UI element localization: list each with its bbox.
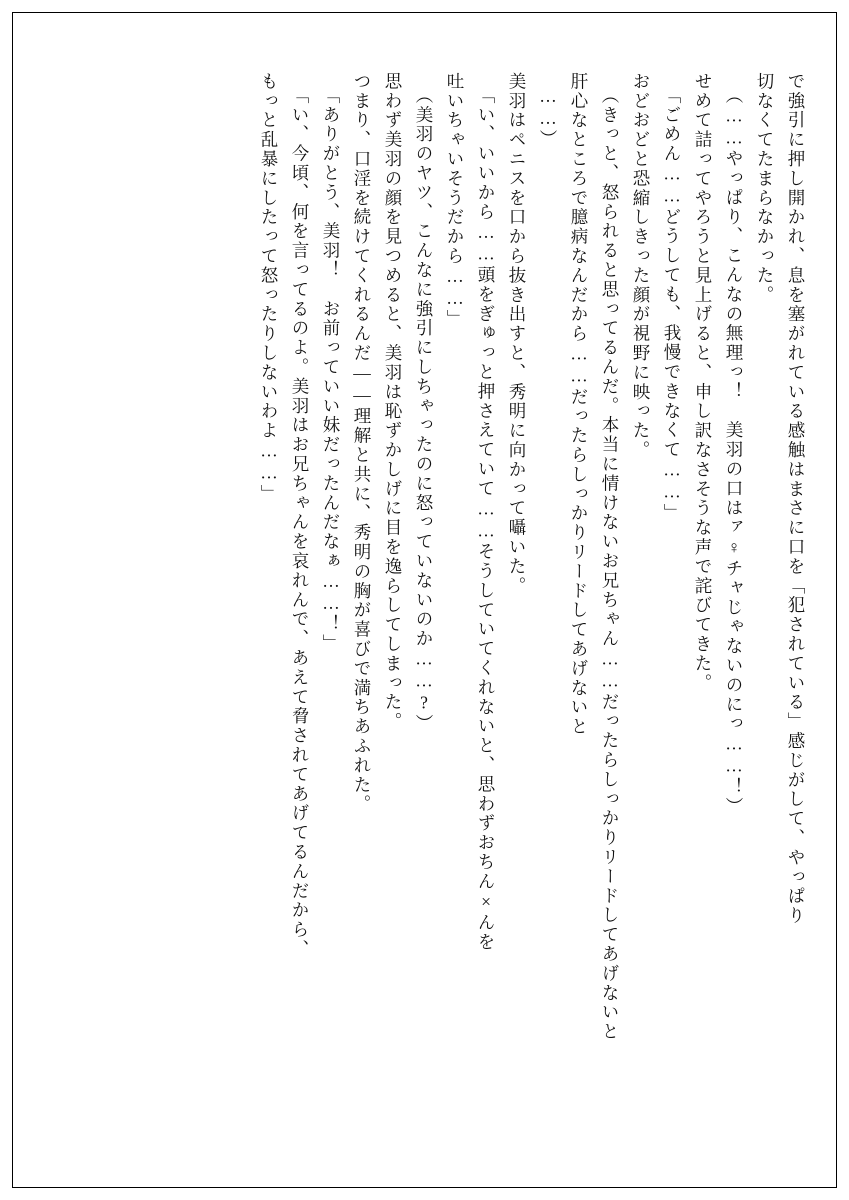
text-column: おどおどと恐縮しきった顔が視野に映った。: [631, 72, 651, 460]
text-column: せめて詰ってやろうと見上げると、申し訳なさそうな声で詫びてきた。: [693, 72, 713, 693]
text-column: 「ごめん……どうしても、我慢できなくて……」: [662, 86, 682, 523]
text-column: 肝心なところで臆病なんだから……だったらしっかりリードしてあげないと: [569, 72, 589, 737]
text-column: 「い、いいから……頭をぎゅっと押さえていて……そうしていてくれないと、思わずおちん×んを: [476, 86, 496, 953]
text-column: （きっと、怒られると思ってるんだ。本当に情けないお兄ちゃん……だったらしっかりリードしてあげないと: [600, 86, 620, 1042]
vertical-text-body: [48, 72, 804, 1132]
text-column: （美羽のヤツ、こんなに強引にしちゃったのに怒っていないのか……?）: [414, 86, 434, 734]
text-column: 吐いちゃいそうだから……」: [445, 72, 465, 330]
text-column: で強引に押し開かれ、息を塞がれている感触はまさに口を「犯されている」感じがして、やっぱり: [786, 72, 806, 926]
text-column: つまり、口淫を続けてくれるんだ――理解と共に、秀明の胸が喜びで満ちあふれた。: [352, 72, 372, 815]
text-column: 思わず美羽の顔を見つめると、美羽は恥ずかしげに目を逸らしてしまった。: [383, 72, 403, 732]
text-column: ……）: [538, 86, 558, 150]
text-column: 切なくてたまらなかった。: [755, 72, 775, 305]
text-column: もっと乱暴にしたって怒ったりしないわよ……」: [259, 72, 279, 504]
text-column: 美羽はペニスを口から抜き出すと、秀明に向かって囁いた。: [507, 72, 527, 596]
text-column: 「ありがとう、美羽！ お前っていい妹だったんだなぁ……！」: [321, 86, 341, 654]
text-column: 「い、今頃、何を言ってるのよ。美羽はお兄ちゃんを哀れんで、あえて脅されてあげてるんだから、: [290, 86, 310, 959]
text-column: （……やっぱり、こんなの無理っ！ 美羽の口はァ♀チャじゃないのにっ……！）: [724, 86, 744, 817]
